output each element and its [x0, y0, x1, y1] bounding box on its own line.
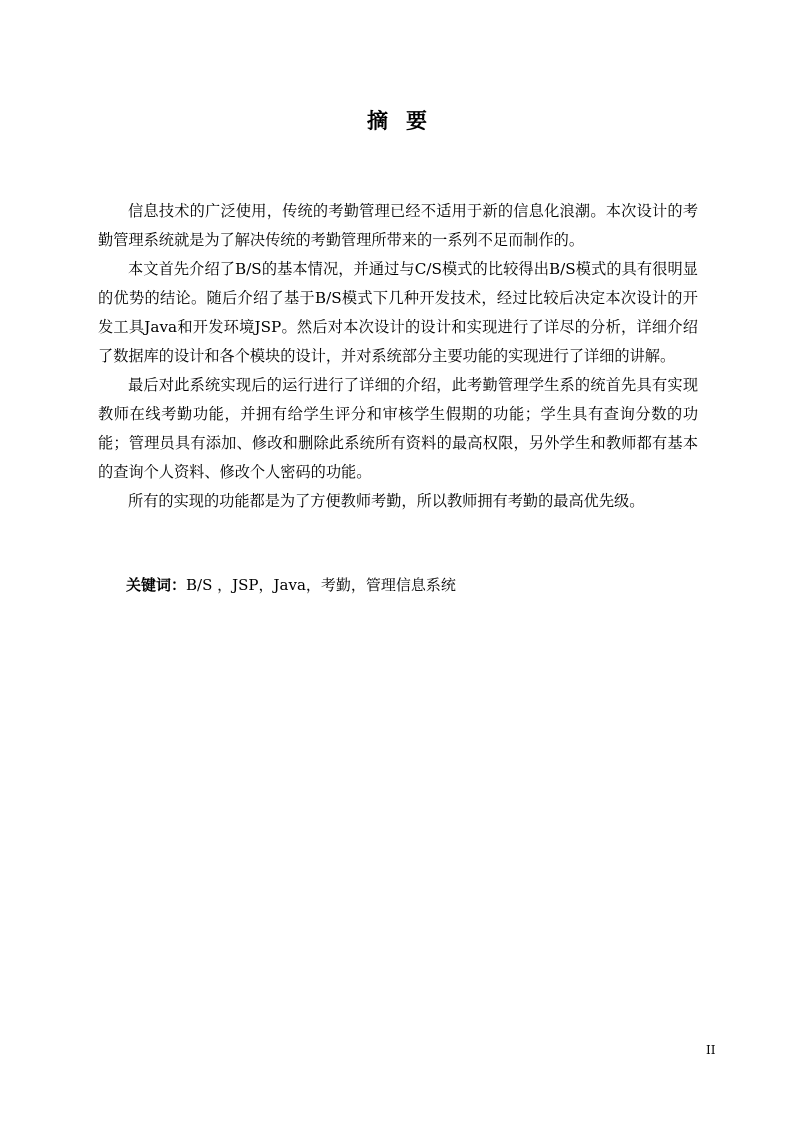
keywords-value: B/S ，JSP，Java，考勤，管理信息系统 [186, 576, 456, 594]
keywords-line [126, 572, 456, 598]
keywords-label: 关键词： [126, 576, 187, 594]
abstract-paragraph-3: 最后对此系统实现后的运行进行了详细的介绍，此考勤管理学生系的统首先具有实现教师在线考勤功能，并拥有给学生评分和审核学生假期的功能；学生具有查询分数的功能；管理员具有添加、修改和删除此系统所有资料的最高权限，另外学生和教师都有基本的查询个人资料、修改个人密码的功能。 [98, 376, 698, 481]
page-title [0, 106, 794, 136]
abstract-body [98, 197, 698, 516]
page-number: II [706, 1043, 716, 1057]
abstract-paragraph-4: 所有的实现的功能都是为了方便教师考勤，所以教师拥有考勤的最高优先级。 [128, 492, 645, 510]
abstract-paragraph-1: 信息技术的广泛使用，传统的考勤管理已经不适用于新的信息化浪潮。本次设计的考勤管理系统就是为了解决传统的考勤管理所带来的一系列不足而制作的。 [98, 202, 698, 249]
title-char-1: 摘 [367, 109, 388, 133]
title-char-2: 要 [406, 109, 427, 133]
abstract-paragraph-2: 本文首先介绍了B/S的基本情况，并通过与C/S模式的比较得出B/S模式的具有很明显的优势的结论。随后介绍了基于B/S模式下几种开发技术，经过比较后决定本次设计的开发工具Java和开发环境JSP。然后对本次设计的设计和实现进行了详尽的分析，详细介绍了数据库的设计和各个模块的设计，并对系统部分主要功能的实现进行了详细的讲解。 [98, 260, 698, 365]
